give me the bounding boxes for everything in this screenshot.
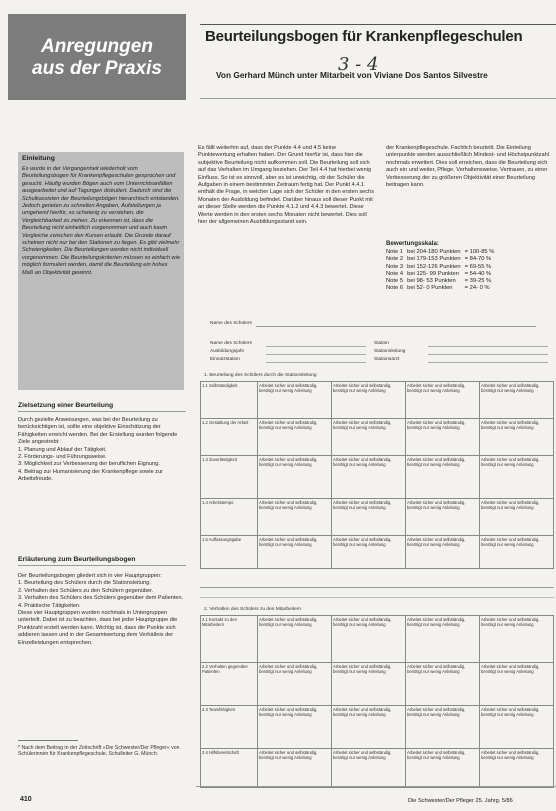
list-item: 2. Förderungs- und Führungsweise. (18, 454, 107, 461)
intro-sidebar (18, 152, 184, 390)
table-row: 2.1 Kontakt zu den Mitarbeitern Arbeitet sicher und selbständig, benötigt nur wenig Anleitung Arbeitet sicher und selbständig, benötigt nur wenig Anleitung Arbeitet sicher und selbständig, benötigt nur wenig Anleitung Arbeitet sicher und selbständig, benötigt nur wenig Anleitung (201, 616, 554, 663)
section-heading: Erläuterung zum Beurteilungsbogen (18, 556, 136, 563)
form-field-label: Stationsarzt (374, 357, 400, 362)
byline-rule (200, 98, 556, 99)
list-item: 3. Verhalten des Schülers des Schülers gegenüber dem Patienten. (18, 595, 184, 602)
list-item: 4. Praktische Tätigkeiten. (18, 602, 81, 609)
section-zielsetzung (18, 402, 186, 484)
list-item: 2. Verhalten des Schülers zu den Schülern gegenüber. (18, 587, 154, 594)
section-erlaeuterung (18, 556, 186, 647)
section-heading: Zielsetzung einer Beurteilung (18, 402, 114, 409)
evaluation-form (196, 315, 556, 780)
form-field-label: Station (374, 341, 389, 346)
list-item: 3. Möglichkeit zur Verbesserung der beruflichen Eignung. (18, 461, 160, 468)
form-label: Name des Schülers (210, 321, 252, 326)
grading-table (386, 249, 498, 292)
list-item: 4. Beitrag zur Humanisierung der Krankenpflege sowie zur Arbeitsfreude. (18, 468, 163, 483)
intro-heading: Einleitung (22, 155, 55, 162)
table-row: Note 3 bei 152-126 Punkten = 69-55 % (386, 263, 492, 270)
list-item: 1. Planung und Ablauf der Tätigkeit. (18, 446, 107, 453)
banner-line-2: aus der Praxis (32, 58, 162, 79)
column-3-text: der Krankenpflegeschule. Fachlich beurteilt. Die Einteilung unterpunkte werden ausschließlich Mindest- und Höchstpunktzahl nochmals erweitert. Dies soll erreichen, dass die Beurteilung sich auch ein und weiter, Pflege, Verhaltensweise, Vertrauen, zu einer Verbesserung der zu größeren Objektivität einer Beurteilung beitragen kann. (386, 145, 549, 189)
intro-text: Es wurde in der Vergangenheit wiederholt vom Beurteilungsbogen für Krankenpflegeschulen gesprochen und gesucht. Häufig wurden Bögen auch vom Unterrichtsanfällen ausgearbeitet und auf Tagungen diskutiert. Dadurch sind die Schulkassisten der Beurteilungsbögen hierarchisch entstanden. Jedoch gerieten zu schnellen Angaben, Aufstellungen ja umgehend hierfür, so schwierig zu verstehen, die Vergleichbarkeit zu ziehen. Zu erkennen ist, dass die Beurteilung nicht einheitlich vorgenommen und auch kaum Vergleiche zwischen den Kursen erlaubt. Die Grunde darauf scheinen nicht nur bei den Stationen zu liegen. Es gibt vielmehr Schwierigkeiten. Die Beurteilungen werden nicht individuell vorgenommen. Die Beurteilungskriterien müssen so einfach wie möglich formuliert werden, damit die Beurteilung ein hohes Maß an Objektivität gewinnt. (22, 166, 180, 276)
section-banner (8, 14, 186, 100)
column-2-text: Es fällt weiterhin auf, dass der Punkte 4.4 und 4.5 keine Punktewertung erhalten haben. Der Grund hierfür ist, dass hier die subjektive Beurteilung nicht aufkommen soll. Die Beurteilung soll sich auf das Verhalten im Umgang beziehen. Der Teil 4.4 hat hierbei wenig Einfluss. So ist es sinnvoll, aber es ist unwichtig, ob der Schüler die Aufgaben in einem bestimmten Zeitraum fertig hat. Der Punkt 4.4.1 enthält die Frage, in welcher Lage sich der Schüler in den ersten sechs Monaten der Ausbildung befindet. Darüber hinaus soll dieser Punkt mit an dieser Stelle werden die Punkte 4.1.2 und 4.4.3 bewertet. Diese Werte werden in den ersten sechs Monaten nicht bewertet. Dies soll hier der allgemeinen Ausbildungsstand sein. (198, 145, 374, 226)
form-field-label: Name des Schülers (210, 341, 252, 346)
footnote: * Nach dem Beitrag in der Zeitschrift »Die Schwester/Der Pfleger« von Schülerinnen für Krankenpflegeschule, Schulleiter G. Münch. (18, 745, 180, 758)
table-row: 1.3 Zuverlässigkeit Arbeitet sicher und selbständig, benötigt nur wenig Anleitung Arbeitet sicher und selbständig, benötigt nur wenig Anleitung Arbeitet sicher und selbständig, benötigt nur wenig Anleitung Arbeitet sicher und selbständig, benötigt nur wenig Anleitung (201, 456, 554, 499)
article-title: Beurteilungsbogen für Krankenpflegeschulen (205, 28, 523, 45)
form-field-label: Einsatzstation (210, 357, 240, 362)
form-table-1 (200, 381, 554, 569)
banner-line-1: Anregungen (41, 36, 153, 57)
title-rule (200, 24, 556, 25)
form-field-label: Stationsleitung (374, 349, 406, 354)
handwritten-note: 3 - 4 (338, 54, 379, 75)
article-byline: Von Gerhard Münch unter Mitarbeit von Viviane Dos Santos Silvestre (216, 70, 488, 80)
table-row: 1.2 Gestaltung der Arbeit Arbeitet sicher und selbständig, benötigt nur wenig Anleitung Arbeitet sicher und selbständig, benötigt nur wenig Anleitung Arbeitet sicher und selbständig, benötigt nur wenig Anleitung Arbeitet sicher und selbständig, benötigt nur wenig Anleitung (201, 419, 554, 456)
table-row: Note 6 bei 52- 0 Punkten = 24- 0 % (386, 285, 490, 292)
form-table-2 (200, 615, 554, 788)
section-text: Durch gezielte Anweisungen, was bei der Beurteilung zu berücksichtigen ist, sollte eine objektive Einschätzung der Fähigkeiten erreicht werden. Bei der Erstellung wurden folgende Ziele angestrebt: (18, 417, 178, 446)
form-section-heading: 2. Verhalten des Schülers zu den Mitarbeitern (204, 607, 302, 612)
table-row: Note 4 bei 125- 99 Punkten = 54-40 % (386, 270, 492, 277)
table-row: 1.5 Auffassungsgabe Arbeitet sicher und selbständig, benötigt nur wenig Anleitung Arbeitet sicher und selbständig, benötigt nur wenig Anleitung Arbeitet sicher und selbständig, benötigt nur wenig Anleitung Arbeitet sicher und selbständig, benötigt nur wenig Anleitung (201, 536, 554, 569)
table-row: 1.1 Selbständigkeit Arbeitet sicher und selbständig, benötigt nur wenig Anleitung Arbeitet sicher und selbständig, benötigt nur wenig Anleitung Arbeitet sicher und selbständig, benötigt nur wenig Anleitung Arbeitet sicher und selbständig, benötigt nur wenig Anleitung (201, 382, 554, 419)
grading-scale (386, 240, 498, 292)
table-row: 2.2 Verhalten gegenüber Patienten Arbeitet sicher und selbständig, benötigt nur wenig Anleitung Arbeitet sicher und selbständig, benötigt nur wenig Anleitung Arbeitet sicher und selbständig, benötigt nur wenig Anleitung Arbeitet sicher und selbständig, benötigt nur wenig Anleitung (201, 663, 554, 706)
table-row: 2.3 Teamfähigkeit Arbeitet sicher und selbständig, benötigt nur wenig Anleitung Arbeitet sicher und selbständig, benötigt nur wenig Anleitung Arbeitet sicher und selbständig, benötigt nur wenig Anleitung Arbeitet sicher und selbständig, benötigt nur wenig Anleitung (201, 706, 554, 749)
table-row: Note 2 bei 179-153 Punkten = 84-70 % (386, 256, 492, 263)
page-number: 410 (20, 796, 32, 803)
list-item: 1. Beurteilung des Schülers durch die Stationsleitung. (18, 580, 151, 587)
table-row: Note 1 bei 204-180 Punkten = 100-85 % (386, 249, 495, 256)
table-row: 1.4 Arbeitstempo Arbeitet sicher und selbständig, benötigt nur wenig Anleitung Arbeitet sicher und selbständig, benötigt nur wenig Anleitung Arbeitet sicher und selbständig, benötigt nur wenig Anleitung Arbeitet sicher und selbständig, benötigt nur wenig Anleitung (201, 499, 554, 536)
section-text: Der Beurteilungsbogen gliedert sich in vier Hauptgruppen: (18, 573, 162, 579)
form-section-heading: 1. Beurteilung des Schülers durch die Stationsleitung (204, 373, 317, 378)
table-row: Note 5 bei 98- 53 Punkten = 39-25 % (386, 278, 492, 285)
journal-footer: Die Schwester/Der Pfleger 25. Jahrg. 5/86 (408, 798, 513, 804)
table-row: 2.4 Hilfsbereitschaft Arbeitet sicher und selbständig, benötigt nur wenig Anleitung Arbeitet sicher und selbständig, benötigt nur wenig Anleitung Arbeitet sicher und selbständig, benötigt nur wenig Anleitung Arbeitet sicher und selbständig, benötigt nur wenig Anleitung (201, 749, 554, 788)
section-text-2: Diese vier Hauptgruppen wurden nochmals in Untergruppen unterteilt. Dabei ist zu beachten, dass bei jeder Hauptgruppe die Punktzahl erzielt werden kann. Wichtig ist, dass die Punkte sich addieren lassen und in der Gesamtwertung dem Verhältnis der Einzelleistungen entsprechen. (18, 610, 178, 646)
grading-heading: Bewertungsskala: (386, 240, 439, 247)
form-field-label: Ausbildungsjahr (210, 349, 245, 354)
